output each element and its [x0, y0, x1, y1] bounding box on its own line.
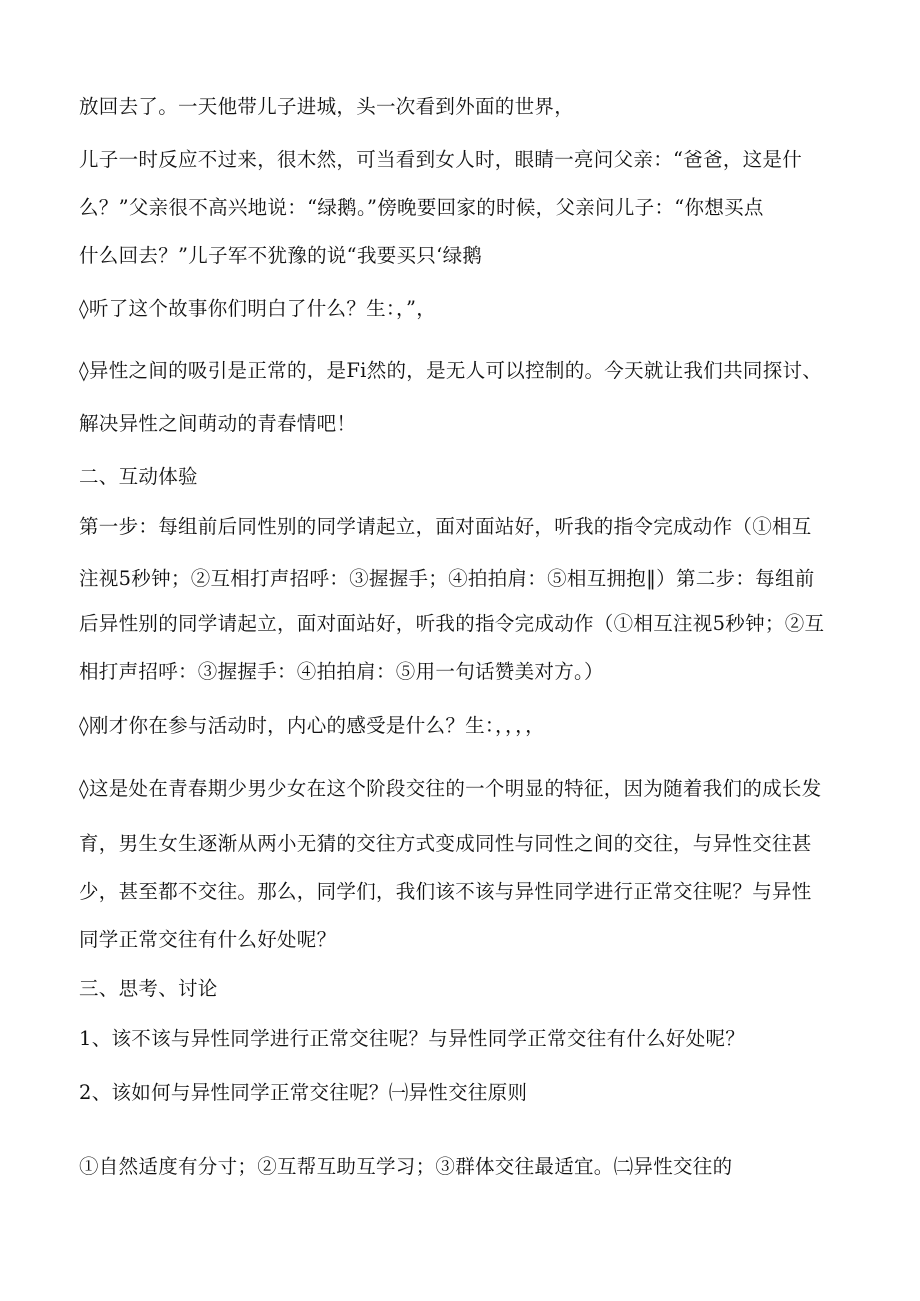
paragraph-line-12: 相打声招呼：③握握手：④拍拍肩：⑤用一句话赞美对方。）	[79, 660, 604, 683]
paragraph-line-15: 育，男生女生逐渐从两小无猜的交往方式变成同性与同性之间的交往，与异性交往甚	[79, 832, 812, 855]
paragraph-line-7: 解决异性之间萌动的青春情吧！	[79, 412, 357, 435]
paragraph-line-16: 少，甚至都不交往。那么，同学们，我们该不该与异性同学进行正常交往呢？与异性	[79, 880, 812, 903]
paragraph-line-17: 同学正常交往有什么好处呢？	[79, 928, 337, 951]
principles-line: ①自然适度有分寸；②互帮互助互学习；③群体交往最适宜。㈡异性交往的	[79, 1155, 733, 1178]
paragraph-line-9: 第一步：每组前后同性别的同学请起立，面对面站好，听我的指令完成动作（①相互	[79, 515, 812, 538]
paragraph-line-2: 儿子一时反应不过来，很木然，可当看到女人时，眼睛一亮问父亲：“爸爸，这是什	[79, 148, 803, 171]
discussion-item-2: 2、该如何与异性同学正常交往呢？㈠异性交往原则	[79, 1081, 528, 1104]
section-heading-2: 二、互动体验	[79, 465, 198, 488]
section-heading-3: 三、思考、讨论	[79, 977, 218, 1000]
question-line-story: ◊听了这个故事你们明白了什么？生：，”，	[79, 297, 437, 320]
paragraph-line-6: ◊异性之间的吸引是正常的，是Fi然的，是无人可以控制的。今天就让我们共同探讨、	[79, 359, 823, 382]
discussion-item-1: 1、该不该与异性同学进行正常交往呢？与异性同学正常交往有什么好处呢？	[79, 1027, 746, 1050]
paragraph-line-10: 注视5秒钟；②互相打声招呼：③握握手；④拍拍肩：⑤相互拥抱‖）第二步：每组前	[79, 567, 815, 590]
paragraph-line-4: 什么回去？”儿子军不犹豫的说“我要买只‘绿鹅	[79, 244, 483, 267]
question-line-feeling: ◊刚才你在参与活动时，内心的感受是什么？生：，，，，	[79, 714, 545, 737]
paragraph-line-1: 放回去了。一天他带儿子进城，头一次看到外面的世界，	[79, 95, 575, 118]
paragraph-line-11: 后异性别的同学请起立，面对面站好，听我的指令完成动作（①相互注视5秒钟；②互	[79, 612, 825, 635]
paragraph-line-3: 么？”父亲很不高兴地说：“绿鹅。”傍晚要回家的时候，父亲问儿子：“你想买点	[79, 196, 764, 219]
paragraph-line-14: ◊这是处在青春期少男少女在这个阶段交往的一个明显的特征，因为随着我们的成长发	[79, 777, 822, 800]
